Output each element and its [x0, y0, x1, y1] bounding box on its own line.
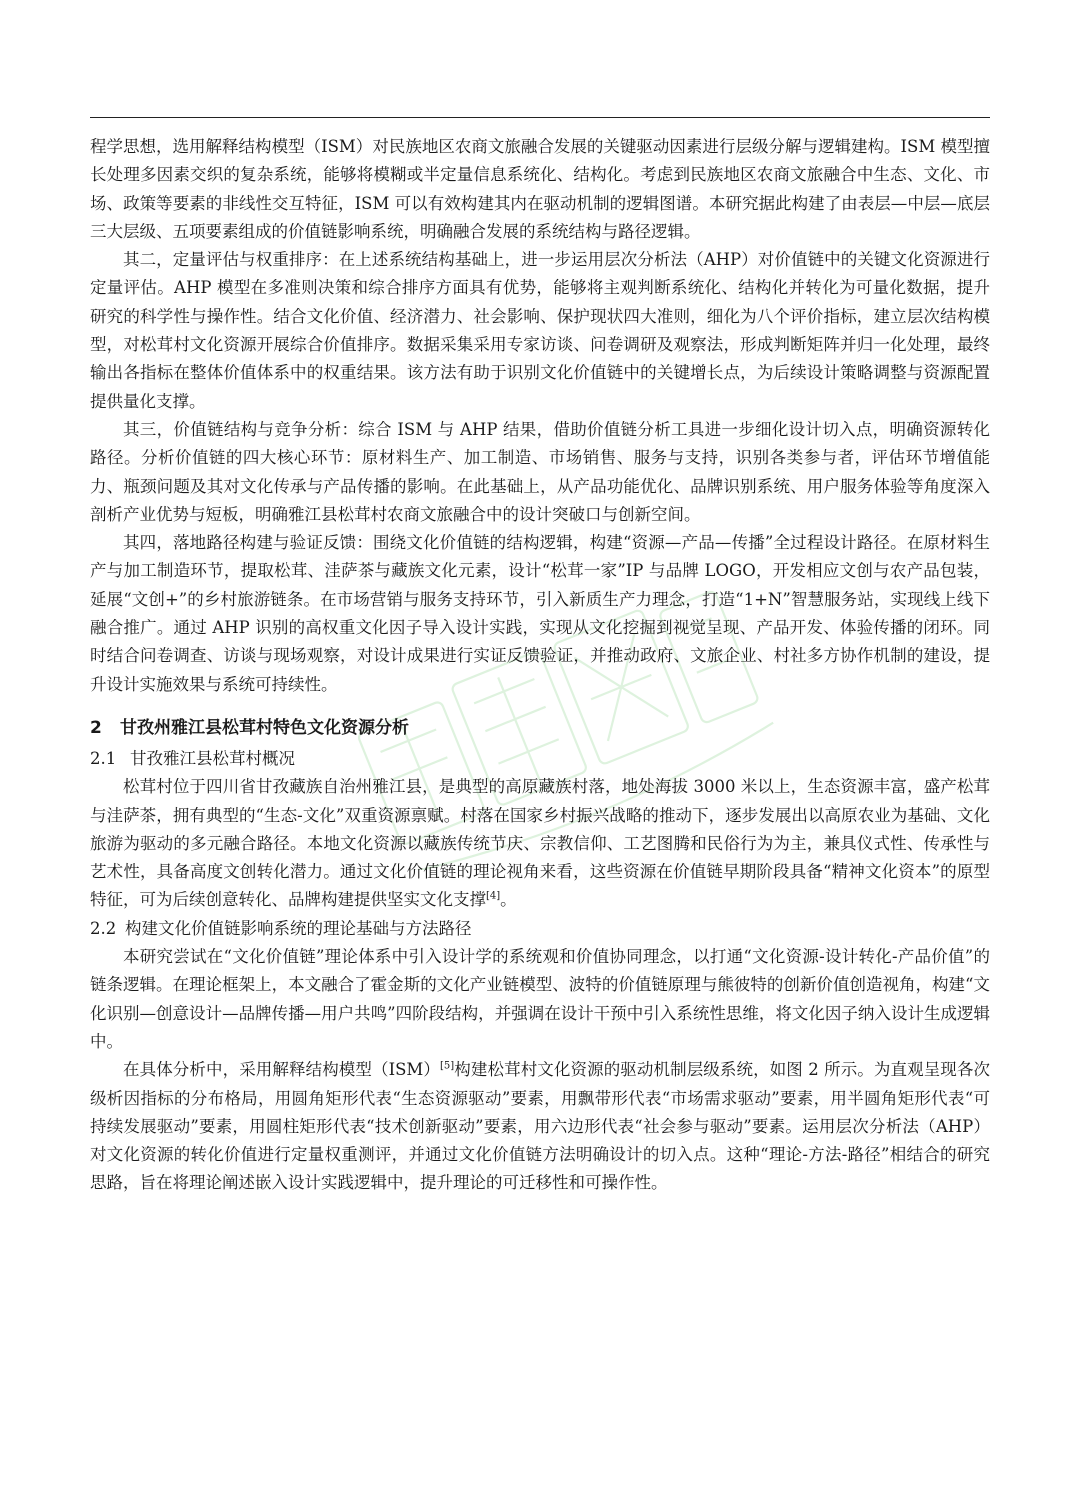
section-number: 2: [90, 717, 102, 738]
paragraph-text: 在具体分析中，采用解释结构模型（ISM）: [123, 1060, 441, 1080]
paragraph-ahp-evaluation: 其二，定量评估与权重排序：在上述系统结构基础上，进一步运用层次分析法（AHP）对价值链中的关键文化资源进行定量评估。AHP 模型在多准则决策和综合排序方面具有优势，能够将主观判断系统化、结构化并转化为可量化数据，提升研究的科学性与操作性。结合文化价值、经济潜力、社会影响、保护现状四大准则，细化为八个评价指标，建立层次结构模型，对松茸村文化资源开展综合价值排序。数据采集采用专家访谈、问卷调研及观察法，形成判断矩阵并归一化处理，最终输出各指标在整体价值体系中的权重结果。该方法有助于识别文化价值链中的关键增长点，为后续设计策略调整与资源配置提供量化支撑。: [90, 250, 990, 411]
subsection-title: 甘孜雅江县松茸村概况: [130, 748, 295, 768]
citation-ref: [4]: [486, 890, 501, 902]
article-body: [90, 133, 990, 1198]
paragraph-text: 松茸村位于四川省甘孜藏族自治州雅江县，是典型的高原藏族村落，地处海拔 3000 米以上，生态资源丰富，盛产松茸与洼萨茶，拥有典型的“生态-文化”双重资源禀赋。村落在国家乡村振兴战略的推动下，逐步发展出以高原农业为基础、文化旅游为驱动的多元融合路径。本地文化资源以藏族传统节庆、宗教信仰、工艺图腾和民俗行为为主，兼具仪式性、传承性与艺术性，具备高度文创转化潜力。通过文化价值链的理论视角来看，这些资源在价值链早期阶段具备“精神文化资本”的原型特征，可为后续创意转化、品牌构建提供坚实文化支撑: [90, 777, 990, 910]
paragraph-theoretical-basis: 本研究尝试在“文化价值链”理论体系中引入设计学的系统观和价值协同理念，以打通“文化资源-设计转化-产品价值”的链条逻辑。在理论框架上，本文融合了霍金斯的文化产业链模型、波特的价值链原理与熊彼特的创新价值创造视角，构建“文化识别—创意设计—品牌传播—用户共鸣”四阶段结构，并强调在设计干预中引入系统性思维，将文化因子纳入设计生成逻辑中。: [90, 947, 990, 1051]
paragraph-end: 。: [500, 890, 517, 910]
section-heading-2: [90, 714, 990, 742]
paragraph-analysis-method: [90, 1056, 990, 1197]
paragraph-value-chain-analysis: 其三，价值链结构与竞争分析：综合 ISM 与 AHP 结果，借助价值链分析工具进一步细化设计切入点，明确资源转化路径。分析价值链的四大核心环节：原材料生产、加工制造、市场销售、服务与支持，识别各类参与者，评估环节增值能力、瓶颈问题及其对文化传承与产品传播的影响。在此基础上，从产品功能优化、品牌识别系统、用户服务体验等角度深入剖析产业优势与短板，明确雅江县松茸村农商文旅融合中的设计突破口与创新空间。: [90, 419, 990, 524]
subsection-title: 构建文化价值链影响系统的理论基础与方法路径: [125, 918, 472, 938]
paragraph-text-rest: 构建松茸村文化资源的驱动机制层级系统，如图 2 所示。为直观呈现各次级析因指标的分布格局，用圆角矩形代表“生态资源驱动”要素，用飘带形代表“市场需求驱动”要素，用半圆角矩形代表“可持续发展驱动”要素，用圆柱矩形代表“技术创新驱动”要素，用六边形代表“社会参与驱动”要素。运用层次分析法（AHP）对文化资源的转化价值进行定量权重测评，并通过文化价值链方法明确设计的切入点。这种“理论-方法-路径”相结合的研究思路，旨在将理论阐述嵌入设计实践逻辑中，提升理论的可迁移性和可操作性。: [90, 1060, 990, 1193]
subsection-number: 2.2: [90, 918, 117, 938]
subsection-heading-2-2: [90, 915, 990, 943]
subsection-heading-2-1: [90, 745, 990, 773]
paragraph-village-overview: [90, 773, 990, 914]
section-title: 甘孜州雅江县松茸村特色文化资源分析: [120, 717, 409, 738]
subsection-number: 2.1: [90, 748, 117, 768]
paragraph-ism-method: 程学思想，选用解释结构模型（ISM）对民族地区农商文旅融合发展的关键驱动因素进行层级分解与逻辑建构。ISM 模型擅长处理多因素交织的复杂系统，能够将模糊或半定量信息系统化、结构化。考虑到民族地区农商文旅融合中生态、文化、市场、政策等要素的非线性交互特征，ISM 可以有效构建其内在驱动机制的逻辑图谱。本研究据此构建了由表层—中层—底层三大层级、五项要素组成的价值链影响系统，明确融合发展的系统结构与路径逻辑。: [90, 137, 990, 241]
header-rule: [90, 117, 990, 118]
citation-ref: [5]: [440, 1060, 455, 1072]
paragraph-landing-path: 其四，落地路径构建与验证反馈：围绕文化价值链的结构逻辑，构建“资源—产品—传播”全过程设计路径。在原材料生产与加工制造环节，提取松茸、洼萨茶与藏族文化元素，设计“松茸一家”IP 与品牌 LOGO，开发相应文创与农产品包装，延展“文创+”的乡村旅游链条。在市场营销与服务支持环节，引入新质生产力理念，打造“1+N”智慧服务站，实现线上线下融合推广。通过 AHP 识别的高权重文化因子导入设计实践，实现从文化挖掘到视觉呈现、产品开发、体验传播的闭环。同时结合问卷调查、访谈与现场观察，对设计成果进行实证反馈验证，并推动政府、文旅企业、村社多方协作机制的建设，提升设计实施效果与系统可持续性。: [90, 533, 990, 694]
